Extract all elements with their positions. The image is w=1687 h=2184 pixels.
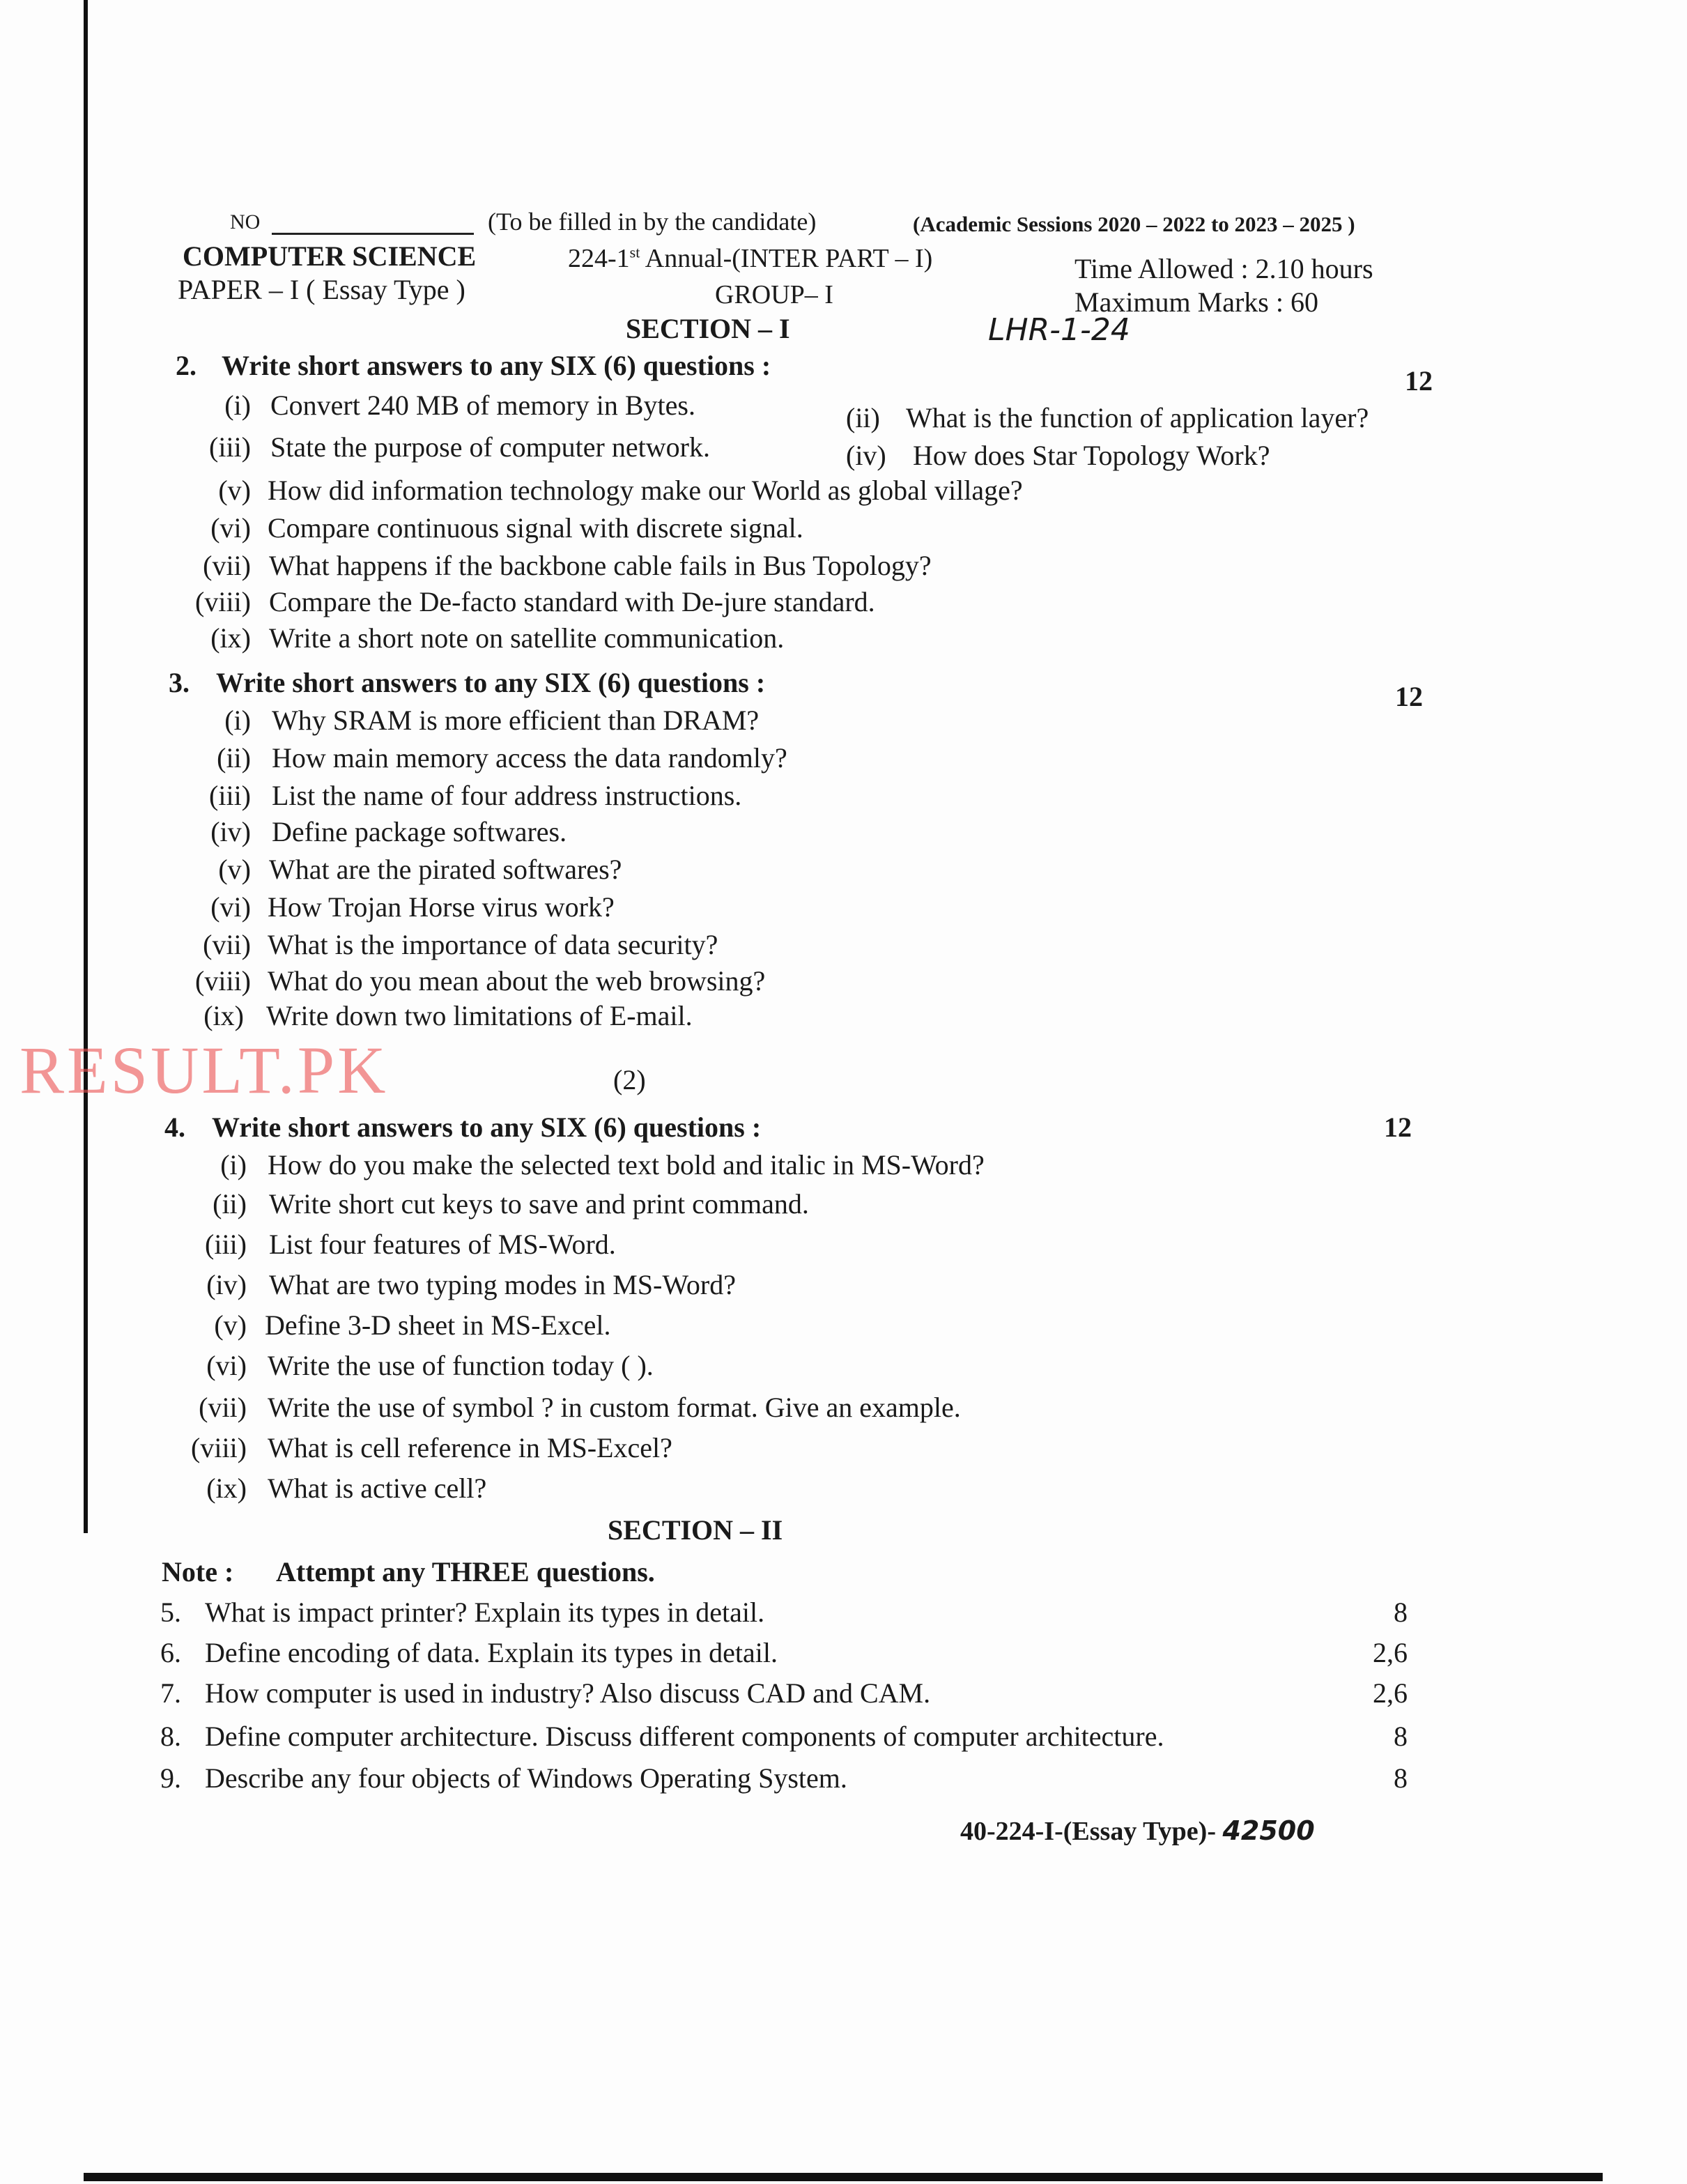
paper-code-text: 40-224-I-(Essay Type)- bbox=[960, 1817, 1223, 1846]
q2-marks: 12 bbox=[1405, 365, 1433, 397]
q3-marks: 12 bbox=[1395, 681, 1423, 712]
q4-item-number: (ii) bbox=[213, 1188, 247, 1220]
q3-prompt: Write short answers to any SIX (6) questions : bbox=[216, 667, 766, 698]
q3-item-number: (ix) bbox=[203, 1000, 244, 1031]
question-marks: 8 bbox=[1394, 1597, 1408, 1628]
q2-item-text: Compare continuous signal with discrete signal. bbox=[268, 512, 803, 544]
q4-item-text: List four features of MS-Word. bbox=[269, 1229, 616, 1260]
q4-item-text: What is cell reference in MS-Excel? bbox=[268, 1432, 672, 1463]
q2-item-text: Compare the De-facto standard with De-jure standard. bbox=[269, 586, 875, 617]
q3-item-text: List the name of four address instructions. bbox=[272, 780, 742, 811]
subject-title: COMPUTER SCIENCE bbox=[183, 240, 477, 272]
q4-item-number: (viii) bbox=[191, 1432, 247, 1463]
q2-item-text: How did information technology make our World as global village? bbox=[268, 475, 1023, 506]
q3-item-text: What do you mean about the web browsing? bbox=[268, 965, 766, 997]
q4-item-number: (iv) bbox=[206, 1269, 247, 1300]
question-text: Define encoding of data. Explain its types in detail. bbox=[205, 1637, 778, 1668]
q2-item-text: What is the function of application layer? bbox=[906, 402, 1369, 433]
q3-item-text: Define package softwares. bbox=[272, 816, 567, 847]
q4-item-text: Write the use of function today ( ). bbox=[268, 1350, 654, 1381]
section-2-title: SECTION – II bbox=[608, 1514, 783, 1546]
q2-item-text: Convert 240 MB of memory in Bytes. bbox=[270, 390, 695, 421]
q4-item-number: (vi) bbox=[206, 1350, 247, 1381]
exam-sup: st bbox=[629, 243, 640, 261]
q4-item-text: What are two typing modes in MS-Word? bbox=[269, 1269, 736, 1300]
q2-item-number: (vii) bbox=[203, 550, 251, 581]
q3-item-number: (iii) bbox=[209, 780, 251, 811]
paper-type: PAPER – I ( Essay Type ) bbox=[178, 274, 465, 305]
section-1-title: SECTION – I bbox=[626, 313, 790, 344]
exam-suffix: Annual-(INTER PART – I) bbox=[640, 244, 933, 273]
left-border-line bbox=[84, 0, 88, 1533]
bottom-border-line bbox=[84, 2173, 1603, 2181]
q4-item-number: (ix) bbox=[206, 1472, 247, 1504]
q4-item-number: (vii) bbox=[199, 1392, 247, 1423]
q4-item-number: (v) bbox=[214, 1309, 247, 1341]
question-text: What is impact printer? Explain its types in detail. bbox=[205, 1597, 765, 1628]
q2-item-number: (viii) bbox=[195, 586, 251, 617]
watermark-logo: RESULT.PK bbox=[20, 1033, 389, 1107]
note-text: Attempt any THREE questions. bbox=[276, 1556, 655, 1587]
q4-item-number: (iii) bbox=[205, 1229, 247, 1260]
handwritten-board-code: LHR-1-24 bbox=[988, 312, 1130, 348]
q3-item-number: (vii) bbox=[203, 929, 251, 960]
question-number: 7. bbox=[160, 1677, 181, 1709]
q3-item-number: (vi) bbox=[210, 891, 251, 923]
maximum-marks: Maximum Marks : 60 bbox=[1074, 286, 1318, 318]
q2-prompt: Write short answers to any SIX (6) questions : bbox=[222, 350, 771, 381]
q2-item-text: State the purpose of computer network. bbox=[270, 431, 710, 463]
q2-item-number: (vi) bbox=[210, 512, 251, 544]
q3-item-text: Write down two limitations of E-mail. bbox=[266, 1000, 693, 1031]
q3-item-text: How Trojan Horse virus work? bbox=[268, 891, 615, 923]
question-marks: 2,6 bbox=[1373, 1637, 1408, 1668]
q3-item-text: How main memory access the data randomly? bbox=[272, 742, 787, 774]
question-text: How computer is used in industry? Also discuss CAD and CAM. bbox=[205, 1677, 931, 1709]
note-label: Note : bbox=[162, 1556, 234, 1587]
q2-number: 2. bbox=[176, 350, 197, 381]
q3-item-number: (iv) bbox=[210, 816, 251, 847]
question-number: 5. bbox=[160, 1597, 181, 1628]
question-number: 9. bbox=[160, 1762, 181, 1794]
question-number: 8. bbox=[160, 1721, 181, 1752]
handwritten-count: 42500 bbox=[1222, 1815, 1315, 1846]
exam-title bbox=[568, 245, 932, 272]
q3-item-number: (v) bbox=[218, 854, 251, 885]
question-marks: 8 bbox=[1394, 1721, 1408, 1752]
academic-sessions: (Academic Sessions 2020 – 2022 to 2023 – 2025 ) bbox=[913, 212, 1355, 236]
q3-item-text: What is the importance of data security? bbox=[268, 929, 718, 960]
exam-prefix: 224-1 bbox=[568, 244, 630, 273]
paper-code bbox=[960, 1817, 1315, 1845]
q2-item-number: (ix) bbox=[210, 622, 251, 654]
q3-item-number: (ii) bbox=[217, 742, 251, 774]
question-text: Describe any four objects of Windows Operating System. bbox=[205, 1762, 847, 1794]
q2-item-text: How does Star Topology Work? bbox=[913, 440, 1270, 471]
q4-number: 4. bbox=[164, 1112, 185, 1143]
q4-prompt: Write short answers to any SIX (6) questions : bbox=[212, 1112, 762, 1143]
q3-item-text: Why SRAM is more efficient than DRAM? bbox=[272, 705, 760, 736]
q2-item-number: (iv) bbox=[846, 440, 886, 471]
q3-item-text: What are the pirated softwares? bbox=[269, 854, 622, 885]
question-number: 6. bbox=[160, 1637, 181, 1668]
question-text: Define computer architecture. Discuss different components of computer architecture. bbox=[205, 1721, 1164, 1752]
page-marker: (2) bbox=[613, 1064, 646, 1095]
q4-item-text: How do you make the selected text bold and italic in MS-Word? bbox=[268, 1149, 985, 1181]
q3-item-number: (i) bbox=[224, 705, 251, 736]
fill-note: (To be filled in by the candidate) bbox=[488, 208, 817, 236]
question-marks: 2,6 bbox=[1373, 1677, 1408, 1709]
q4-item-text: Write short cut keys to save and print command. bbox=[269, 1188, 809, 1220]
roll-no-label: NO bbox=[230, 210, 261, 233]
q4-item-number: (i) bbox=[220, 1149, 247, 1181]
q4-item-text: Define 3-D sheet in MS-Excel. bbox=[265, 1309, 611, 1341]
question-marks: 8 bbox=[1394, 1762, 1408, 1794]
q2-item-text: Write a short note on satellite communication. bbox=[269, 622, 785, 654]
time-allowed: Time Allowed : 2.10 hours bbox=[1074, 253, 1373, 284]
q4-marks: 12 bbox=[1384, 1112, 1412, 1143]
q2-item-number: (ii) bbox=[846, 402, 880, 433]
q3-number: 3. bbox=[169, 667, 190, 698]
roll-no-blank bbox=[272, 233, 474, 235]
q2-item-number: (i) bbox=[224, 390, 251, 421]
q3-item-number: (viii) bbox=[195, 965, 251, 997]
q4-item-text: What is active cell? bbox=[268, 1472, 487, 1504]
group-label: GROUP– I bbox=[715, 280, 833, 309]
q2-item-text: What happens if the backbone cable fails in Bus Topology? bbox=[269, 550, 932, 581]
q2-item-number: (v) bbox=[218, 475, 251, 506]
q2-item-number: (iii) bbox=[209, 431, 251, 463]
q4-item-text: Write the use of symbol ? in custom format. Give an example. bbox=[268, 1392, 961, 1423]
